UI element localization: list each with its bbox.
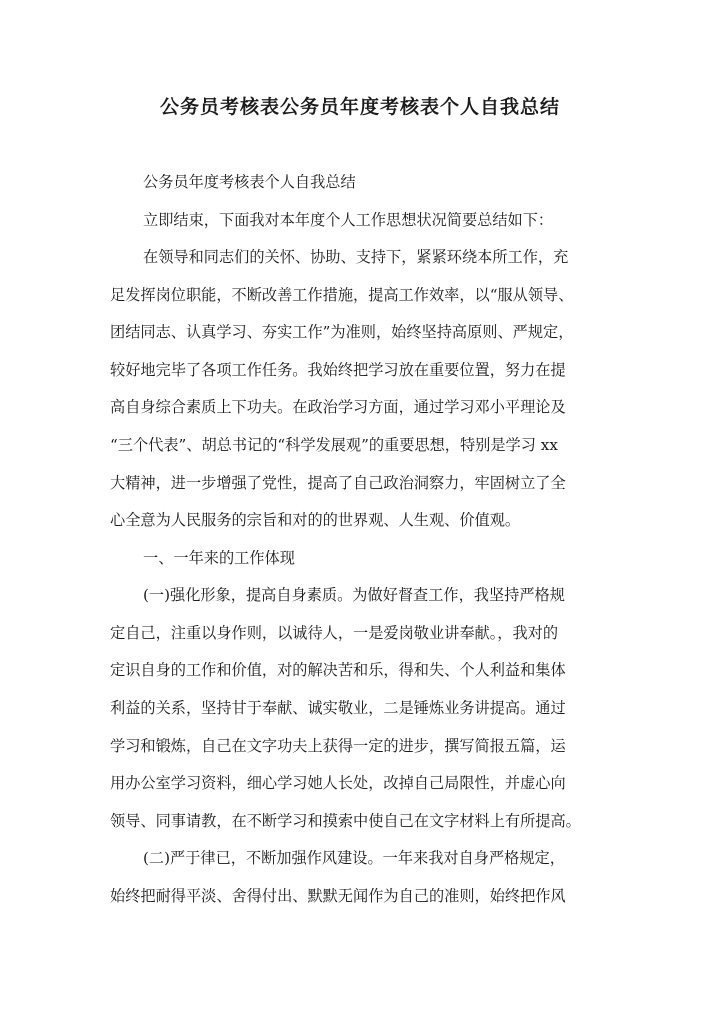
paragraph-line: 高自身综合素质上下功夫。在政治学习方面，通过学习邓小平理论及	[110, 398, 566, 416]
paragraph-line: 定自己，注重以身作则，以诚待人，一是爱岗敬业讲奉献。，我对的	[110, 624, 559, 642]
section-heading: 一、一年来的工作体现	[143, 549, 295, 567]
paragraph-line: 定识自身的工作和价值，对的解决苦和乐，得和失、个人利益和集体	[110, 661, 566, 679]
paragraph-line: 在领导和同志们的关怀、协助、支持下，紧紧环绕本所工作，充	[143, 248, 569, 266]
paragraph-line: 领导、同事请教，在不断学习和摸索中使自己在文字材料上有所提高。	[110, 812, 581, 830]
paragraph-line: “三个代表”、胡总书记的“科学发展观”的重要思想，特别是学习 xx	[110, 436, 558, 454]
paragraph-line: 始终把耐得平淡、舍得付出、默默无闻作为自己的准则，始终把作风	[110, 887, 566, 905]
paragraph-line: 利益的关系，坚持甘于奉献、诚实敬业，二是锤炼业务讲提高。通过	[110, 699, 566, 717]
subtitle-line: 公务员年度考核表个人自我总结	[143, 173, 356, 191]
paragraph-line: 学习和锻炼，自己在文字功夫上获得一定的进步，撰写简报五篇，运	[110, 737, 566, 755]
paragraph-line: 立即结束，下面我对本年度个人工作思想状况简要总结如下：	[143, 211, 554, 229]
paragraph-line: (二)严于律已，不断加强作风建设。一年来我对自身严格规定，	[143, 849, 565, 867]
paragraph-line: 用办公室学习资料，细心学习她人长处，改掉自己局限性，并虚心向	[110, 774, 566, 792]
paragraph-line: 足发挥岗位职能，不断改善工作措施，提高工作效率，以“服从领导、	[110, 286, 574, 304]
paragraph-line: (一)强化形象，提高自身素质。为做好督查工作，我坚持严格规	[143, 586, 565, 604]
paragraph-line: 较好地完毕了各项工作任务。我始终把学习放在重要位置，努力在提	[110, 361, 566, 379]
paragraph-line: 大精神，进一步增强了党性，提高了自己政治洞察力，牢固树立了全	[110, 474, 566, 492]
paragraph-line: 心全意为人民服务的宗旨和对的的世界观、人生观、价值观。	[110, 511, 521, 529]
paragraph-line: 团结同志、认真学习、夯实工作”为准则，始终坚持高原则、严规定，	[110, 323, 574, 341]
document-title: 公务员考核表公务员年度考核表个人自我总结	[159, 96, 560, 118]
